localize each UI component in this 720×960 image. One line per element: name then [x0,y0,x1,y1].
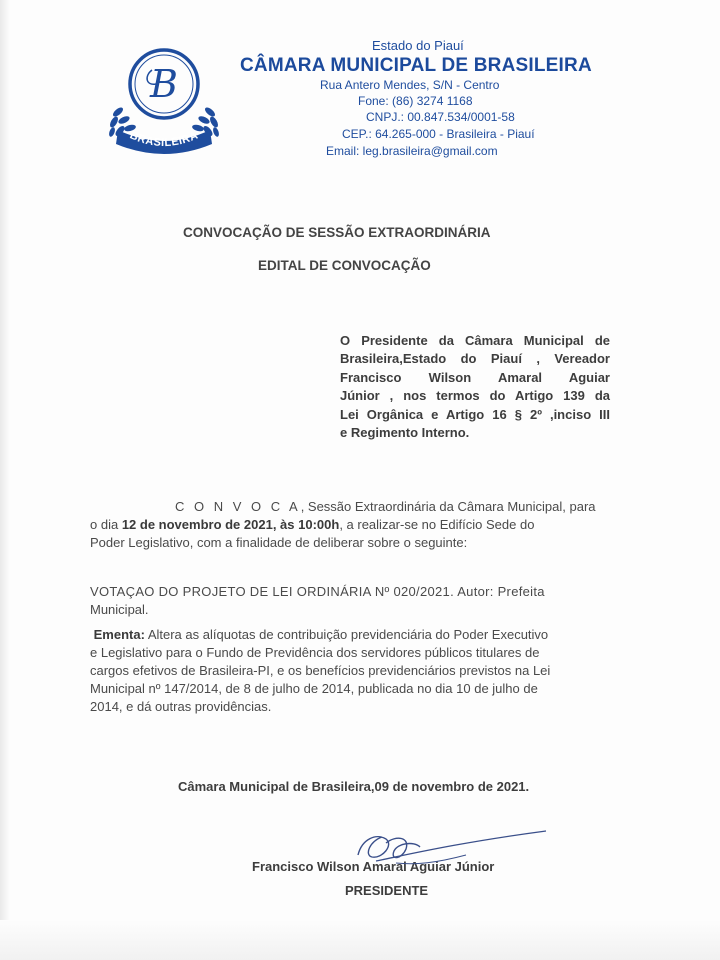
closing-date: Câmara Municipal de Brasileira,09 de novembro de 2021. [178,779,530,794]
convoca-line2-suffix: , a realizar-se no Edifício Sede do [339,517,535,532]
intro-line: O Presidente da Câmara Municipal de [340,333,610,348]
letterhead-email: Email: leg.brasileira@gmail.com [326,144,498,158]
seal-banner-text: BRASILEIRA [127,129,201,150]
convoca-line1: , Sessão Extraordinária da Câmara Municipal, para [300,499,596,514]
ementa-line: cargos efetivos de Brasileira-PI, e os benefícios previdenciários previstos na Lei [90,663,551,678]
intro-line: e Regimento Interno. [340,424,470,440]
convoca-line2-prefix: o dia [90,517,122,532]
intro-paragraph [340,332,610,442]
ementa-line: Municipal nº 147/2014, de 8 de julho de 2014, publicada no dia 10 de julho de [90,681,538,696]
convoca-line3: Poder Legislativo, com a finalidade de deliberar sobre o seguinte: [90,535,468,550]
convoca-word: C O N V O C A [175,499,301,514]
votacao-line2: Municipal. [90,602,149,617]
ementa-paragraph [90,626,610,716]
signatory-title: PRESIDENTE [345,883,429,898]
ementa-line: 2014, e dá outras providências. [90,699,272,714]
letterhead-address: Rua Antero Mendes, S/N - Centro [320,78,500,92]
session-date: 12 de novembro de 2021, às 10:00h [121,517,340,532]
document-subtitle: EDITAL DE CONVOCAÇÃO [258,258,431,273]
page-shadow-left [0,0,10,960]
municipal-seal-icon [104,40,224,160]
letterhead-cnpj: CNPJ.: 00.847.534/0001-58 [366,110,515,124]
seal-monogram: B [150,62,178,106]
ementa-line1: Altera as alíquotas de contribuição previdenciária do Poder Executivo [144,627,549,642]
ementa-line: e Legislativo para o Fundo de Previdência dos servidores públicos titulares de [90,645,540,660]
votacao-bill: VOTAÇAO DO PROJETO DE LEI ORDINÁRIA Nº 020/2021. [90,584,454,599]
letterhead-cep: CEP.: 64.265-000 - Brasileira - Piauí [342,127,535,141]
intro-line: Lei Orgânica e Artigo 16 § 2º ,inciso III [340,406,610,422]
signatory-name: Francisco Wilson Amaral Aguiar Júnior [252,859,495,874]
convoca-paragraph [90,498,610,552]
letterhead-title: CÂMARA MUNICIPAL DE BRASILEIRA [240,55,592,76]
ementa-label: Ementa: [93,627,145,642]
intro-line: Júnior , nos termos do Artigo 139 da [340,388,610,404]
page-shadow-bottom [0,920,720,960]
document-title: CONVOCAÇÃO DE SESSÃO EXTRAORDINÁRIA [183,225,491,240]
votacao-paragraph [90,583,610,619]
intro-line: Brasileira,Estado do Piauí , Vereador [340,351,610,367]
intro-line: Francisco Wilson Amaral Aguiar [340,369,610,385]
votacao-author: Autor: Prefeita [454,584,545,599]
letterhead-phone: Fone: (86) 3274 1168 [358,94,473,108]
letterhead-state: Estado do Piauí [372,38,464,53]
handwritten-signature [336,825,556,881]
